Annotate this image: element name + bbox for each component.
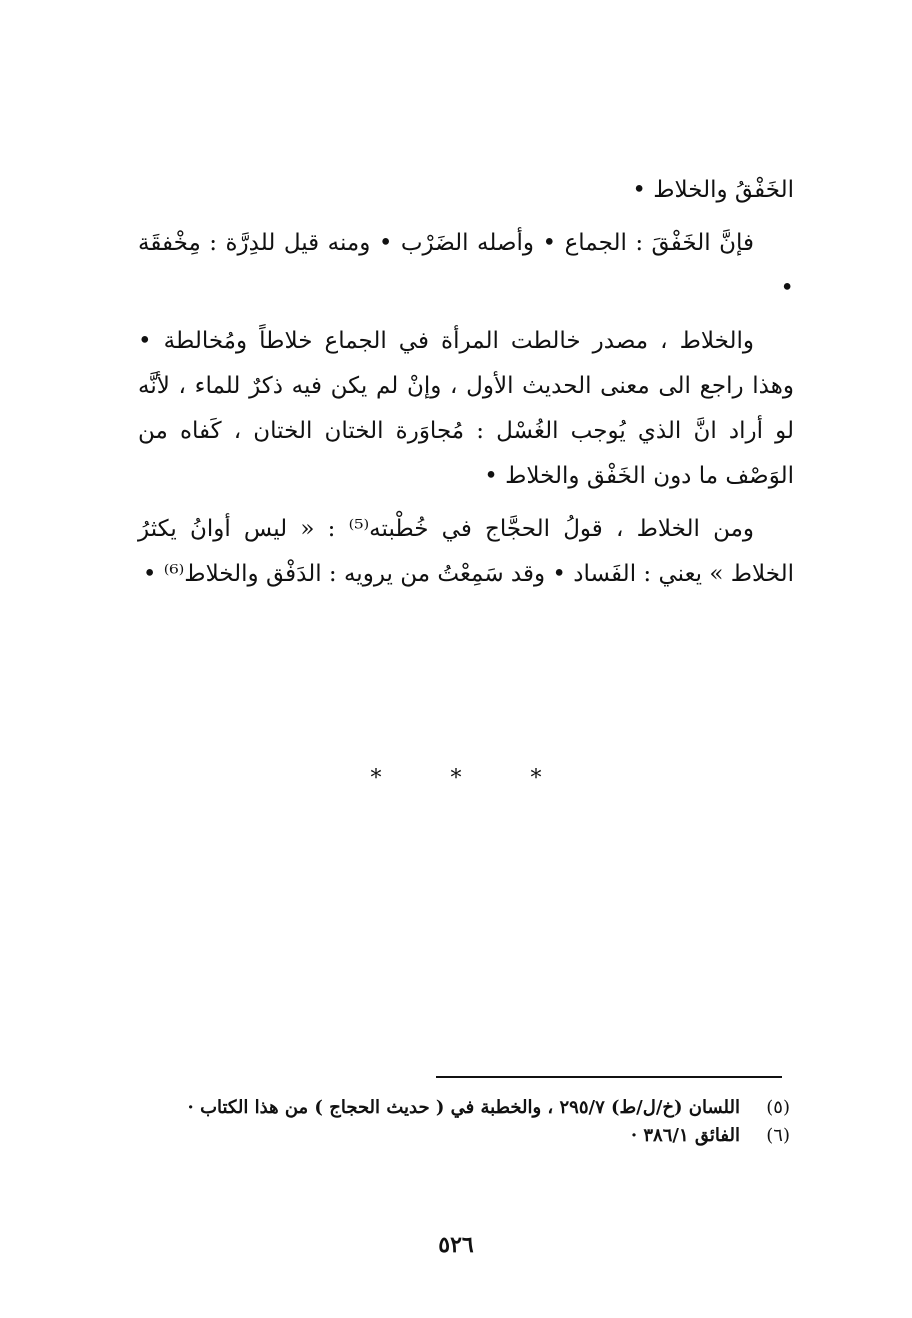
page-number: ٥٢٦ <box>438 1232 474 1258</box>
separator-star: * <box>370 766 382 791</box>
section-separator <box>0 766 912 791</box>
footnote-rule <box>436 1076 782 1078</box>
separator-star: * <box>530 766 542 791</box>
paragraph-hajjaj: ومن الخلاط ، قولُ الحجَّاج في خُطْبته⁽⁵⁾ : « ليس أوانُ يكثرُ الخلاط » يعني : الفَساد • وقد سَمِعْتُ من يرويه : الدَفْق والخلاط⁽⁶⁾ • <box>138 516 794 587</box>
paragraph-khafq: فإنَّ الخَفْقَ : الجماع • وأصله الضَرْب • ومنه قيل للدِرَّة : مِخْفقَة • <box>138 230 794 301</box>
footnotes <box>128 1094 790 1150</box>
paragraph-khilat: والخلاط ، مصدر خالطت المرأة في الجماع خلاطاً ومُخالطة • وهذا راجع الى معنى الحديث الأول ، وإنْ لم يكن فيه ذكرٌ للماء ، لأنَّه لو أراد انَّ الذي يُوجب الغُسْل : مُجاوَرة الختان الختان ، كَفاه من الوَصْف ما دون الخَفْق والخلاط • <box>138 328 794 489</box>
main-text <box>138 168 794 605</box>
footnote-number: (٥) <box>766 1097 790 1118</box>
footnote-item <box>128 1122 790 1150</box>
separator-star: * <box>450 766 462 791</box>
footnote-text: الفائق ٣٨٦/١ · <box>630 1125 740 1146</box>
heading-paragraph: الخَفْقُ والخلاط • <box>632 177 794 203</box>
footnote-number: (٦) <box>766 1125 790 1146</box>
footnote-text: اللسان (خ/ل/ط) ٢٩٥/٧ ، والخطبة في ( حديث الحجاج ) من هذا الكتاب · <box>187 1097 740 1118</box>
footnote-item <box>128 1094 790 1122</box>
